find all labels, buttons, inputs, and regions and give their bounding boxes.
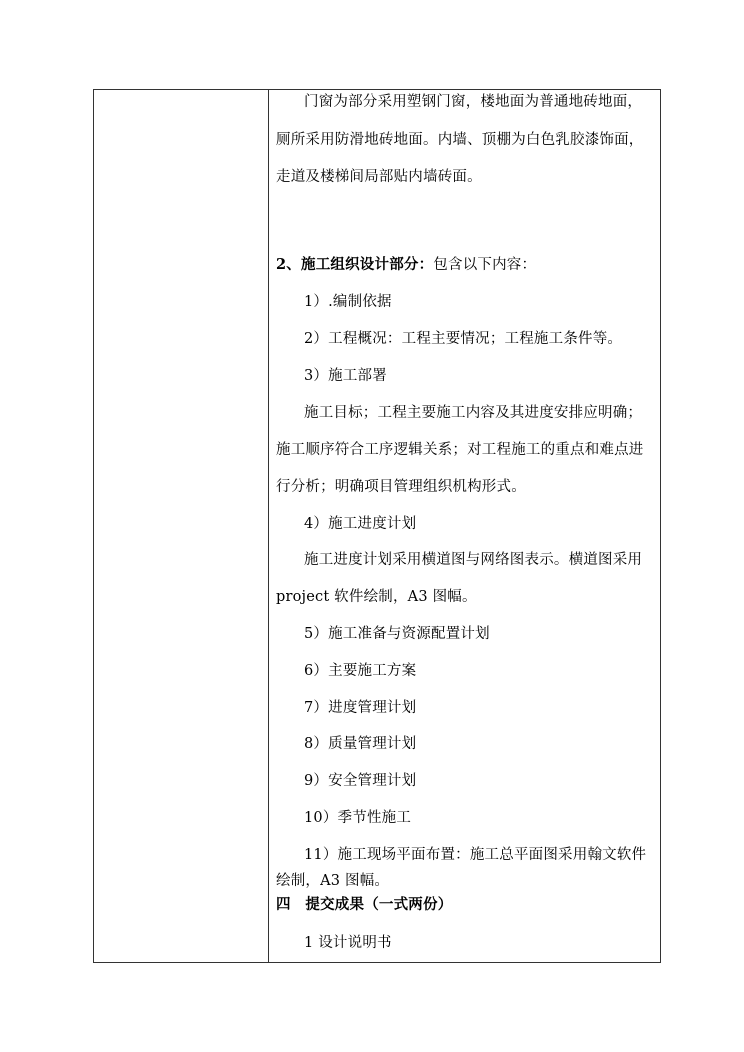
item-4: 4）施工进度计划 xyxy=(304,516,417,532)
column-divider xyxy=(268,89,269,963)
item-1: 1）.编制依据 xyxy=(304,294,392,310)
item-4-body-1: 施工进度计划采用横道图与网络图表示。横道图采用 xyxy=(304,552,643,568)
item-2: 2）工程概况：工程主要情况；工程施工条件等。 xyxy=(304,331,623,347)
section-4-heading: 四 提交成果（一式两份） xyxy=(276,896,453,913)
intro-line-1: 门窗为部分采用塑钢门窗，楼地面为普通地砖地面， xyxy=(304,94,643,110)
intro-line-2: 厕所采用防滑地砖地面。内墙、顶棚为白色乳胶漆饰面， xyxy=(276,132,644,148)
item-9: 9）安全管理计划 xyxy=(304,773,417,789)
item-3: 3）施工部署 xyxy=(304,368,387,384)
section-2-heading-rest: 包含以下内容： xyxy=(433,257,537,273)
item-3-body-1: 施工目标；工程主要施工内容及其进度安排应明确； xyxy=(304,405,643,421)
deliverable-1: 1 设计说明书 xyxy=(304,935,392,951)
item-4-body-2: project 软件绘制，A3 图幅。 xyxy=(276,589,477,605)
item-8: 8）质量管理计划 xyxy=(304,736,417,752)
intro-line-3: 走道及楼梯间局部贴内墙砖面。 xyxy=(276,169,482,185)
item-11-line-1: 11）施工现场平面布置：施工总平面图采用翰文软件 xyxy=(304,847,647,863)
item-5: 5）施工准备与资源配置计划 xyxy=(304,626,490,642)
item-3-body-2: 施工顺序符合工序逻辑关系；对工程施工的重点和难点进 xyxy=(276,442,644,458)
item-10: 10）季节性施工 xyxy=(304,810,412,826)
item-11-line-2: 绘制，A3 图幅。 xyxy=(276,873,390,889)
section-2-heading xyxy=(276,255,658,275)
section-2-heading-bold: 2、施工组织设计部分： xyxy=(276,256,434,273)
item-3-body-3: 行分析；明确项目管理组织机构形式。 xyxy=(276,479,526,495)
item-7: 7）进度管理计划 xyxy=(304,700,417,716)
item-6: 6）主要施工方案 xyxy=(304,663,417,679)
